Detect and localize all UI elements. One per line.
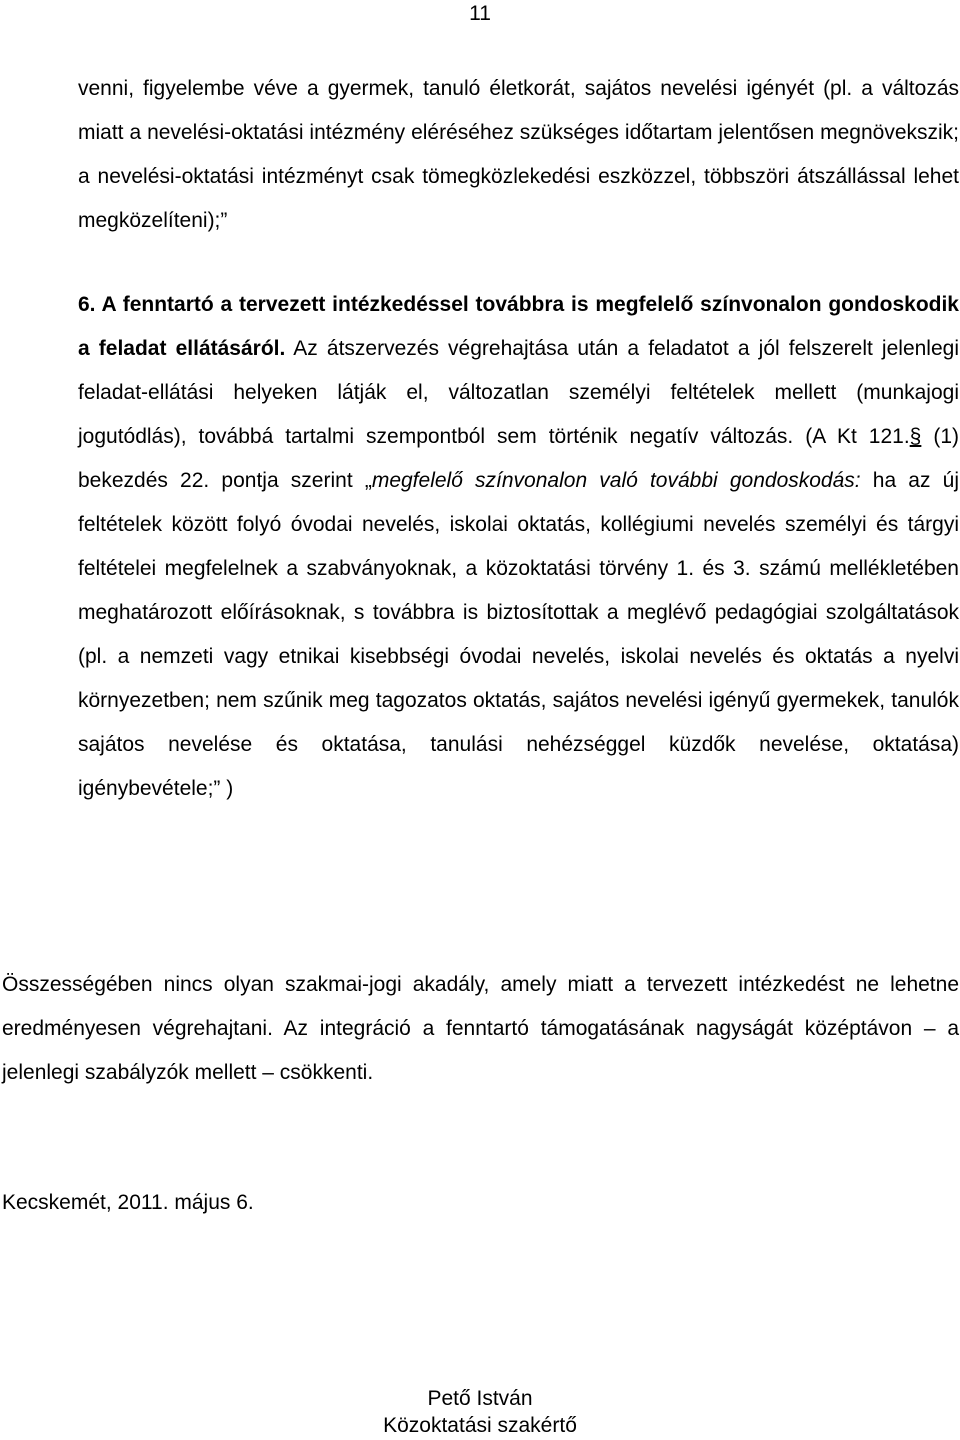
section-6-body-part1: Az átszervezés végrehajtása után a feladatot a jól felszerelt jelenlegi feladat-ellátási helyeken látják el, változatlan személyi feltételek mellett (munkajogi jogutódlás), továbbá tartalmi szempontból sem történik negatív változás. (A Kt 121.: [78, 337, 959, 448]
section-6-paragraph: [78, 283, 959, 811]
signature-title: Közoktatási szakértő: [383, 1414, 577, 1437]
section-sign: §: [909, 425, 922, 448]
summary-text: Összességében nincs olyan szakmai-jogi akadály, amely miatt a tervezett intézkedést ne lehetne eredményesen végrehajtani. Az integráció a fenntartó támogatásának nagyságát középtávon – a jelenlegi szabályzók mellett – csökkenti.: [2, 973, 959, 1084]
quote-open-mark: „: [364, 469, 372, 492]
place-and-date: Kecskemét, 2011. május 6.: [2, 1191, 254, 1214]
intro-text: venni, figyelembe véve a gyermek, tanuló életkorát, sajátos nevelési igényét (pl. a változás miatt a nevelési-oktatási intézmény eléréséhez szükséges időtartam jelentősen megnövekszik; a nevelési-oktatási intézményt csak tömegközlekedési eszközzel, többszöri átszállással lehet megközelíteni);”: [78, 77, 959, 232]
signature-name: Pető István: [427, 1387, 533, 1410]
page-number: 11: [469, 2, 491, 25]
summary-paragraph: [2, 963, 959, 1095]
section-6-heading: 6. A fenntartó a tervezett intézkedéssel továbbra is megfelelő színvonalon gondoskodik a feladat ellátásáról.: [78, 293, 959, 360]
quoted-term: megfelelő színvonalon való további gondoskodás:: [371, 469, 861, 492]
section-6-body-part3: ha az új feltételek között folyó óvodai nevelés, iskolai oktatás, kollégiumi nevelés személyi és tárgyi feltételei megfelelnek a szabványoknak, a közoktatási törvény 1. és 3. számú mellékletében meghatározott előírásoknak, s továbbra is biztosítottak a meglévő pedagógiai szolgáltatások (pl. a nemzeti vagy etnikai kisebbségi óvodai nevelés, iskolai nevelés és oktatás a nyelvi környezetben; nem szűnik meg tagozatos oktatás, sajátos nevelési igényű gyermekek, tanulók sajátos nevelése és oktatása, tanulási nehézséggel küzdők nevelése, oktatása) igénybevétele;” ): [78, 469, 959, 800]
section-6-body-part2: (1) bekezdés 22. pontja szerint: [78, 425, 959, 492]
intro-paragraph: [78, 67, 959, 243]
signature-block: [0, 1385, 960, 1439]
